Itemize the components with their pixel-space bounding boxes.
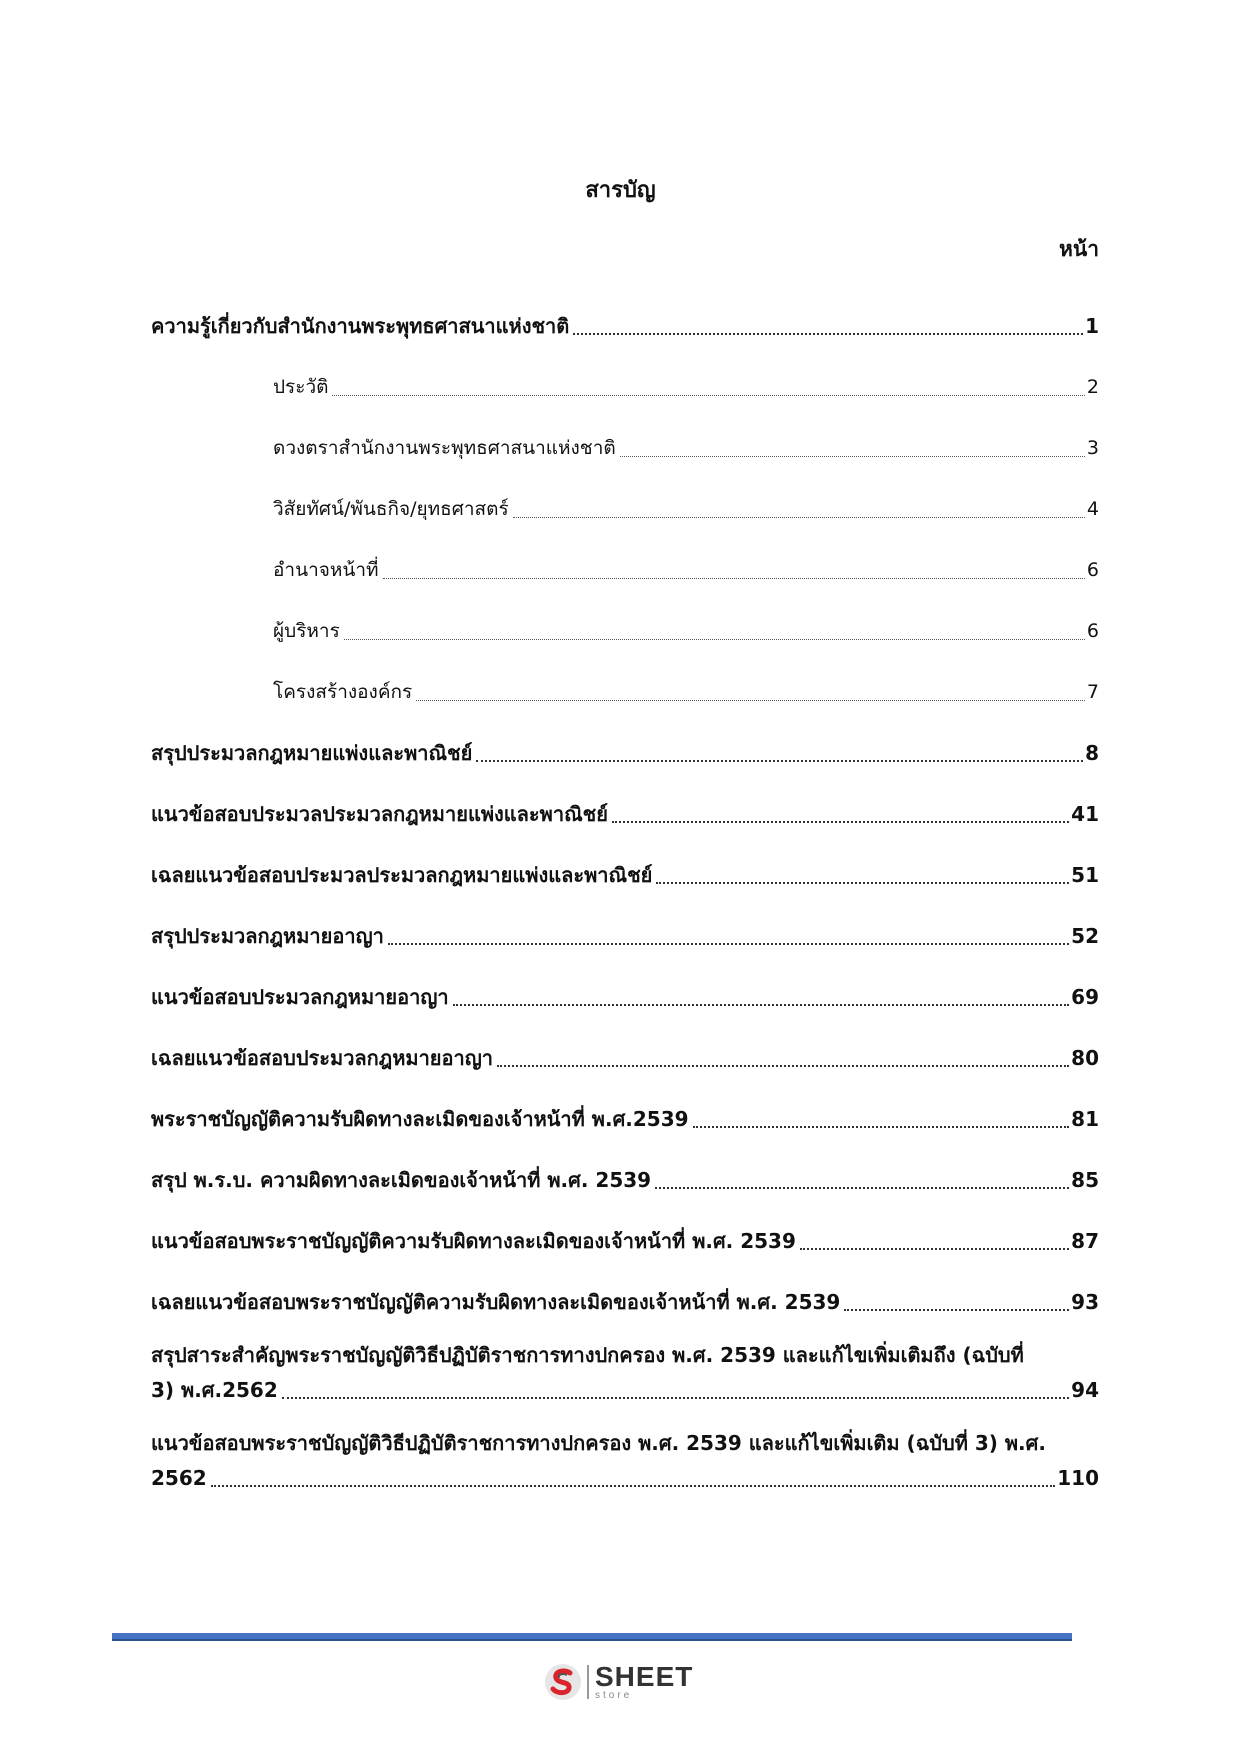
toc-entry[interactable] [151,890,1099,951]
toc-entry-label: ดวงตราสำนักงานพระพุทธศาสนาแห่งชาติ [273,437,616,459]
toc-entry-page: 2 [1086,376,1099,398]
toc-entry-page: 6 [1086,620,1099,642]
toc-entry[interactable] [151,402,1099,463]
toc-entry-page: 7 [1086,681,1099,703]
toc-entry-label: เฉลยแนวข้อสอบประมวลประมวลกฎหมายแพ่งและพาณิชย์ [151,863,653,887]
toc-entry[interactable] [151,1195,1099,1256]
toc-entry-page: 1 [1085,314,1099,338]
toc-leader-dots [497,1064,1069,1067]
toc-leader-dots [612,820,1069,823]
toc-entry[interactable] [151,524,1099,585]
toc-entry-label: สรุป พ.ร.บ. ความผิดทางละเมิดของเจ้าหน้าที่ พ.ศ. 2539 [151,1168,652,1192]
toc-entry-label: ประวัติ [273,376,329,398]
toc-entry[interactable] [151,768,1099,829]
sheet-store-logo-icon [543,1662,583,1702]
toc-entry[interactable] [151,341,1099,402]
toc-entry[interactable] [151,280,1099,341]
toc-entry-label-line2: 3) พ.ศ.2562 [151,1378,278,1402]
toc-entry[interactable] [151,1073,1099,1134]
toc-entry-page: 81 [1071,1107,1099,1131]
toc-entry-label-line1: แนวข้อสอบพระราชบัญญัติวิธีปฏิบัติราชการทางปกครอง พ.ศ. 2539 และแก้ไขเพิ่มเติม (ฉบับที่ 3) พ.ศ. [151,1431,1046,1455]
toc-leader-dots [513,516,1085,518]
toc-entry-page: 93 [1071,1290,1099,1314]
toc-leader-dots [476,759,1083,762]
toc-leader-dots [656,881,1069,884]
toc-leader-dots [620,455,1085,457]
footer-rule [112,1633,1072,1641]
toc-entry-page: 52 [1071,924,1099,948]
toc-entry-label: แนวข้อสอบประมวลประมวลกฎหมายแพ่งและพาณิชย์ [151,802,608,826]
toc-entry-label-line1: สรุปสาระสำคัญพระราชบัญญัติวิธีปฏิบัติราชการทางปกครอง พ.ศ. 2539 และแก้ไขเพิ่มเติมถึง (ฉบับที่ [151,1343,1024,1367]
toc-entry-multiline[interactable] [151,1317,1099,1405]
toc-entry[interactable] [151,585,1099,646]
toc-entry[interactable] [151,1134,1099,1195]
toc-entry[interactable] [151,1012,1099,1073]
toc-entry-label-line2: 2562 [151,1466,207,1490]
toc-entry[interactable] [151,463,1099,524]
toc-entry-label: อำนาจหน้าที่ [273,559,379,581]
toc-entry-page: 80 [1071,1046,1099,1070]
toc-entry-page: 69 [1071,985,1099,1009]
page-title: สารบัญ [585,178,656,203]
toc-entry[interactable] [151,707,1099,768]
toc-entry-page: 6 [1086,559,1099,581]
toc-entry[interactable] [151,829,1099,890]
logo-subtext: store [595,1690,633,1701]
toc-entry-page: 4 [1086,498,1099,520]
toc-entry-label: วิสัยทัศน์/พันธกิจ/ยุทธศาสตร์ [273,498,509,520]
toc-entry-label: ผู้บริหาร [273,620,340,642]
toc-entry-label: แนวข้อสอบประมวลกฎหมายอาญา [151,985,449,1009]
toc-entry[interactable] [151,1256,1099,1317]
toc-entry-page: 3 [1086,437,1099,459]
toc-entry[interactable] [151,646,1099,707]
toc-leader-dots [693,1125,1070,1128]
toc-leader-dots [388,942,1069,945]
toc-entry-label: พระราชบัญญัติความรับผิดทางละเมิดของเจ้าหน้าที่ พ.ศ.2539 [151,1107,689,1131]
logo-text: SHEET [595,1661,694,1692]
toc-leader-dots [453,1003,1070,1006]
toc-leader-dots [332,394,1084,396]
toc-leader-dots [282,1396,1069,1399]
toc-leader-dots [573,332,1083,335]
page-column-header: หน้า [1059,237,1099,261]
toc-entry-page: 51 [1071,863,1099,887]
toc-entry-label: เฉลยแนวข้อสอบประมวลกฎหมายอาญา [151,1046,494,1070]
toc-entry-page: 8 [1085,741,1099,765]
toc-leader-dots [416,699,1085,701]
toc-entry-page: 94 [1071,1378,1099,1402]
toc-entry-label: แนวข้อสอบพระราชบัญญัติความรับผิดทางละเมิดของเจ้าหน้าที่ พ.ศ. 2539 [151,1229,796,1253]
toc-entry-label: สรุปประมวลกฎหมายอาญา [151,924,384,948]
toc-entry-page: 85 [1071,1168,1099,1192]
toc-entry-page: 110 [1057,1466,1099,1490]
toc-leader-dots [383,577,1085,579]
table-of-contents [151,280,1099,1493]
toc-entry-page: 41 [1071,802,1099,826]
toc-leader-dots [344,638,1085,640]
toc-entry-multiline[interactable] [151,1405,1099,1493]
toc-leader-dots [800,1247,1069,1250]
toc-entry-label: โครงสร้างองค์กร [273,681,413,703]
toc-leader-dots [211,1484,1056,1487]
toc-entry-page: 87 [1071,1229,1099,1253]
toc-entry-label: สรุปประมวลกฎหมายแพ่งและพาณิชย์ [151,741,473,765]
toc-leader-dots [844,1308,1069,1311]
toc-entry-label: เฉลยแนวข้อสอบพระราชบัญญัติความรับผิดทางละเมิดของเจ้าหน้าที่ พ.ศ. 2539 [151,1290,841,1314]
toc-entry[interactable] [151,951,1099,1012]
toc-entry-label: ความรู้เกี่ยวกับสำนักงานพระพุทธศาสนาแห่งชาติ [151,314,570,338]
sheet-store-logo [543,1662,693,1702]
toc-leader-dots [655,1186,1069,1189]
